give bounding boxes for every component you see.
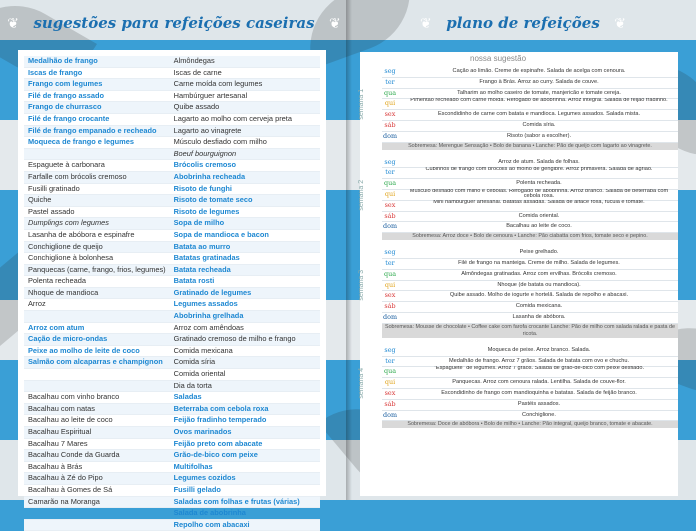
weekday-label: ter (385, 77, 395, 86)
suggestion-cell-right: Feijão preto com abacate (170, 438, 320, 450)
right-title: plano de refeições (446, 14, 600, 32)
meal-text: Comida oriental. (518, 212, 560, 219)
meal-plan-sheet (360, 52, 678, 496)
table-row (24, 322, 320, 334)
table-row (24, 67, 320, 79)
weekday-label: seg (384, 248, 396, 257)
meal-text: Escondidinho de carne com batata e mandioca. Legumes assados. Salada mista. (437, 111, 641, 118)
table-row (24, 183, 320, 195)
suggestion-cell-left: Filé de frango crocante (24, 113, 170, 125)
week-label: semana 1 (358, 88, 365, 120)
suggestion-cell-left: Bacalhau Espiritual (24, 427, 170, 439)
suggestion-cell-left: Fusilli gratinado (24, 183, 170, 195)
weekday-label: dom (383, 222, 397, 231)
weekday-label: ter (385, 356, 395, 365)
snack-bar: Sobremesa: Merengue Sensação • Bolo de banana • Lanche: Pão de queijo com lagarto ao vinagrete. (382, 143, 678, 150)
suggestion-cell-right: Risoto de funghi (170, 183, 320, 195)
laurel-left-icon: ❦ (7, 15, 19, 32)
snack-bar: Sobremesa: Mousse de chocolate • Coffee cake com farofa crocante Lanche: Pão de milho com salada ralada e pasta de ricota. (382, 324, 678, 338)
suggestion-cell-left: Bacalhau com vinho branco (24, 392, 170, 404)
weekday-label: ter (385, 168, 395, 177)
suggestion-cell-right: Dia da torta (170, 380, 320, 392)
meal-text: Conchiglione. (522, 411, 556, 418)
week-label: semana 2 (358, 179, 365, 210)
suggestion-cell-left: Espaguete à carbonara (24, 160, 170, 172)
suggestion-cell-left: Panquecas (carne, frango, frios, legumes) (24, 264, 170, 276)
suggestion-cell-left: Peixe ao molho de leite de coco (24, 345, 170, 357)
suggestion-cell-left: Nhoque de mandioca (24, 287, 170, 299)
suggestion-cell-right: Legumes cozidos (170, 473, 320, 485)
suggestion-cell-left: Farfalle com brócolis cremoso (24, 171, 170, 183)
table-row (24, 484, 320, 496)
suggestion-cell-right: Gratinado cremoso de milho e frango (170, 334, 320, 346)
suggestion-cell-left: Arroz (24, 299, 170, 311)
suggestion-cell-left: Salmão com alcaparras e champignon (24, 357, 170, 369)
suggestion-cell-left: Medalhão de frango (24, 56, 170, 67)
meal-text: Risoto (sabor a escolher). (506, 132, 572, 139)
weekday-label: sex (384, 389, 396, 397)
table-row (24, 415, 320, 427)
suggestion-cell-right: Ovos marinados (170, 427, 320, 439)
suggestion-cell-right: Salada de abobrinha (170, 508, 320, 520)
suggestion-cell-right: Gratinado de legumes (170, 287, 320, 299)
meal-text: Panquecas. Arroz com cenoura ralada. Lentilha. Salada de couve-flor. (452, 379, 626, 386)
meal-text: Comida síria. (522, 122, 556, 128)
table-row (24, 473, 320, 485)
left-title: sugestões para refeições caseiras (33, 14, 315, 32)
weekday-label: qui (384, 280, 396, 289)
table-row (24, 90, 320, 102)
suggestion-cell-left: Bacalhau à Gomes de Sá (24, 484, 170, 496)
suggestion-cell-right: Risoto de legumes (170, 206, 320, 218)
suggestion-cell-right: Abobrinha recheada (170, 171, 320, 183)
suggestion-cell-right: Comida síria (170, 357, 320, 369)
table-row (24, 403, 320, 415)
suggestion-cell-left (24, 380, 170, 392)
weekday-label: sáb (384, 302, 396, 311)
suggestion-cell-left (24, 508, 170, 520)
weekday-label: sex (384, 200, 396, 209)
suggestion-cell-left: Iscas de frango (24, 67, 170, 79)
weekday-label: qui (384, 378, 396, 387)
weekday-label: sáb (384, 211, 396, 220)
table-row (24, 206, 320, 218)
meal-text: Medalhão de frango. Arroz 7 grãos. Salada de batata com ovo e chuchu. (448, 357, 630, 364)
snack-bar: Sobremesa: Doce de abóbora • Bolo de milho • Lanche: Pão integral, queijo branco, tomate e abacate. (382, 421, 678, 428)
table-row (24, 369, 320, 381)
suggestion-cell-right: Arroz com amêndoas (170, 322, 320, 334)
table-row (24, 79, 320, 91)
meal-text: Arroz de atum. Salada de folhas. (498, 158, 580, 165)
suggestion-cell-left: Conchiglione à bolonhesa (24, 253, 170, 265)
suggestion-cell-right: Músculo desfiado com milho (170, 137, 320, 149)
meal-text: Mini hambúrguer artesanal. Batatas assadas. Salada de alface roxa, rúcula e tomate. (433, 199, 645, 205)
suggestion-cell-left: Camarão na Moranga (24, 496, 170, 508)
weekday-label: qui (384, 99, 396, 108)
weekday-label: seg (384, 157, 396, 166)
table-row (24, 218, 320, 230)
meal-text: Talharim ao molho caseiro de tomate, manjericão e tomate cereja. (457, 89, 621, 96)
suggestion-cell-right: Legumes assados (170, 299, 320, 311)
weekday-label: dom (383, 131, 397, 140)
weekday-label: qua (383, 179, 397, 188)
meal-text: Quibe assado. Molho de iogurte e hortelã. Salada de repolho e abacaxi. (449, 292, 629, 299)
suggestion-cell-left: Arroz com atum (24, 322, 170, 334)
meal-text: Pastéis assados. (517, 400, 561, 407)
weekday-label: sáb (384, 399, 396, 408)
suggestion-cell-right: Repolho com abacaxi (170, 519, 320, 531)
suggestion-cell-left (24, 519, 170, 531)
suggestion-cell-left: Bacalhau à Brás (24, 461, 170, 473)
suggestion-cell-left: Filé de frango empanado e recheado (24, 125, 170, 137)
table-row (24, 148, 320, 160)
suggestion-cell-right: Batata ao murro (170, 241, 320, 253)
suggestion-cell-left (24, 311, 170, 323)
table-row (24, 56, 320, 67)
suggestion-cell-right: Almôndegas (170, 56, 320, 67)
meal-text: Cubinhos de frango com brócolis ao molho de gengibre. Arroz primavera. Salada de agrião. (425, 167, 653, 173)
suggestion-cell-left: Dumplings com legumes (24, 218, 170, 230)
table-row (24, 113, 320, 125)
table-row (24, 137, 320, 149)
suggestion-cell-right: Batata recheada (170, 264, 320, 276)
table-row (24, 496, 320, 508)
suggestion-cell-left: Polenta recheada (24, 276, 170, 288)
week-label: semana 4 (358, 367, 365, 398)
table-row (24, 519, 320, 531)
table-row (24, 171, 320, 183)
suggestion-cell-right: Carne moída com legumes (170, 79, 320, 91)
meal-text: "Espaguete" de legumes. Arroz 7 grãos. Salada de grão-de-bico com peixe desfiado. (433, 366, 645, 372)
suggestion-cell-left: Bacalhau Conde da Guarda (24, 450, 170, 462)
plan-row (382, 410, 678, 422)
table-row (24, 241, 320, 253)
table-row (24, 345, 320, 357)
suggestion-cell-right: Feijão fradinho temperado (170, 415, 320, 427)
suggestion-cell-right: Batata rosti (170, 276, 320, 288)
table-row (24, 357, 320, 369)
meal-text: Cação ao limão. Creme de espinafre. Salada de acelga com cenoura. (452, 68, 626, 74)
suggestion-cell-right: Brócolis cremoso (170, 160, 320, 172)
table-row (24, 160, 320, 172)
suggestion-cell-right: Multifolhas (170, 461, 320, 473)
plan-row (382, 312, 678, 324)
suggestion-cell-left (24, 148, 170, 160)
meal-text: Pimentão recheado com carne moída. Refogado de abobrinha. Arroz integral. Salada de feijão fradinho. (410, 98, 668, 104)
table-row (24, 427, 320, 439)
table-row (24, 508, 320, 520)
suggestion-cell-left (24, 369, 170, 381)
suggestion-cell-left: Conchiglione de queijo (24, 241, 170, 253)
meal-text: Frango à Brás. Arroz ao curry. Salada de couve. (479, 78, 599, 85)
week-label: semana 3 (358, 269, 365, 301)
right-header (350, 12, 696, 34)
weekday-label: sex (384, 110, 396, 119)
laurel-left-icon: ❦ (420, 15, 432, 32)
weekday-label: qui (384, 190, 396, 198)
weekday-label: sáb (384, 121, 396, 129)
laurel-right-icon: ❦ (329, 15, 341, 32)
meal-text: Moqueca de peixe. Arroz branco. Salada. (487, 346, 591, 353)
meal-text: Polenta recheada. (516, 180, 562, 187)
table-row (24, 253, 320, 265)
meal-text: Nhoque (de batata ou mandioca). (497, 281, 581, 288)
meal-text: Escondidinho de frango com mandioquinha e batatas. Salada de feijão branco. (441, 390, 637, 396)
table-row (24, 287, 320, 299)
suggestion-cell-left: Bacalhau 7 Mares (24, 438, 170, 450)
laurel-right-icon: ❦ (614, 15, 626, 32)
suggestion-cell-left: Quiche (24, 195, 170, 207)
left-header (0, 12, 348, 34)
suggestion-cell-right: Iscas de carne (170, 67, 320, 79)
table-row (24, 311, 320, 323)
suggestion-cell-left: Filé de frango assado (24, 90, 170, 102)
suggestion-cell-left: Lasanha de abóbora e espinafre (24, 229, 170, 241)
weekday-label: dom (383, 410, 397, 419)
suggestion-cell-right: Comida mexicana (170, 345, 320, 357)
weekday-label: seg (384, 345, 396, 354)
table-row (24, 125, 320, 137)
snack-bar: Sobremesa: Arroz doce • Bolo de cenoura • Lanche: Pão ciabatta com frios, tomate seco e pepino. (382, 233, 678, 240)
weekday-label: dom (383, 313, 397, 321)
table-row (24, 461, 320, 473)
table-row (24, 450, 320, 462)
suggestion-cell-right: Abobrinha grelhada (170, 311, 320, 323)
meal-text: Músculo desfiado com milho e cebolas. Refogado de abobrinha. Arroz branco. Salada de beterraba com cebola roxa. (409, 189, 669, 200)
meal-text: Almôndegas gratinadas. Arroz com ervilhas. Brócolis cremoso. (461, 270, 617, 277)
suggestion-cell-right: Grão-de-bico com peixe (170, 450, 320, 462)
suggestion-cell-left: Bacalhau ao leite de coco (24, 415, 170, 427)
table-row (24, 195, 320, 207)
suggestion-cell-right: Batatas gratinadas (170, 253, 320, 265)
table-row (24, 438, 320, 450)
meal-text: Bacalhau ao leite de coco. (506, 223, 572, 230)
meal-text: Peixe grelhado. (519, 249, 559, 256)
suggestion-cell-right: Saladas com folhas e frutas (várias) (170, 496, 320, 508)
suggestion-cell-right: Quibe assado (170, 102, 320, 114)
weekday-label: sex (384, 291, 396, 300)
table-row (24, 276, 320, 288)
suggestion-cell-right: Saladas (170, 392, 320, 404)
suggestion-cell-right: Lagarto ao vinagrete (170, 125, 320, 137)
table-row (24, 102, 320, 114)
suggestions-table (24, 56, 320, 531)
table-row (24, 392, 320, 404)
suggestion-cell-left: Frango de churrasco (24, 102, 170, 114)
suggestion-cell-left: Moqueca de frango e legumes (24, 137, 170, 149)
suggestion-cell-right: Sopa de mandioca e bacon (170, 229, 320, 241)
table-row (24, 229, 320, 241)
suggestions-sheet (18, 50, 326, 529)
meal-text: Filé de frango na manteiga. Creme de milho. Salada de legumes. (458, 260, 620, 266)
meal-text: Comida mexicana. (515, 303, 563, 310)
suggestion-cell-right: Beterraba com cebola roxa (170, 403, 320, 415)
suggestion-cell-right: Lagarto ao molho com cerveja preta (170, 113, 320, 125)
table-row (24, 380, 320, 392)
suggestion-cell-left: Pastel assado (24, 206, 170, 218)
suggestion-cell-left: Frango com legumes (24, 79, 170, 91)
weekday-label: seg (384, 67, 396, 75)
plan-subtitle: nossa sugestão (470, 54, 527, 63)
suggestion-cell-left: Cação de micro-ondas (24, 334, 170, 346)
plan-row (382, 221, 678, 233)
suggestion-cell-left: Bacalhau com natas (24, 403, 170, 415)
suggestion-cell-right: Hambúrguer artesanal (170, 90, 320, 102)
table-row (24, 334, 320, 346)
suggestion-cell-right: Comida oriental (170, 369, 320, 381)
suggestion-cell-right: Boeuf bourguignon (170, 148, 320, 160)
suggestion-cell-right: Fusilli gelado (170, 484, 320, 496)
suggestion-cell-right: Sopa de milho (170, 218, 320, 230)
table-row (24, 264, 320, 276)
weekday-label: ter (385, 259, 395, 267)
plan-row (382, 131, 678, 143)
suggestion-cell-left: Bacalhau à Zé do Pipo (24, 473, 170, 485)
meal-text: Lasanha de abóbora. (512, 314, 566, 320)
suggestion-cell-right: Risoto de tomate seco (170, 195, 320, 207)
weekday-label: qua (383, 367, 397, 376)
right-page (350, 0, 696, 500)
weekday-label: qua (383, 269, 397, 278)
left-page (0, 0, 348, 529)
table-row (24, 299, 320, 311)
weekday-label: qua (383, 88, 397, 97)
